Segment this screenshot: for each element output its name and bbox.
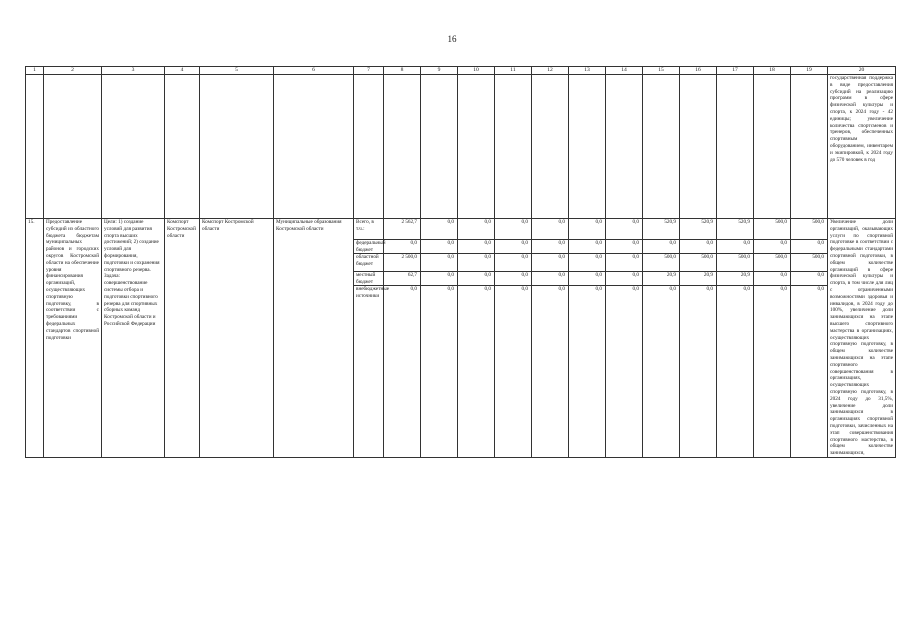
- funding-value: 0,0: [421, 240, 457, 254]
- goals-tasks: Цели: 1) создание условий для развития спорта высших достижений; 2) создание условий для формирования, подготовки и сохранения спортивного резерва. Задача: совершенствование системы отбора и подготовки спортивного резерва для спортивных сборных команд Костромской области и Российской Федерации: [102, 219, 165, 458]
- column-header: 2: [44, 67, 102, 75]
- column-header: 8: [384, 67, 421, 75]
- funding-value: 0,0: [780, 286, 787, 292]
- funding-values-col: [680, 219, 717, 458]
- column-header: 20: [828, 67, 896, 75]
- funding-value: 0,0: [521, 286, 528, 292]
- column-header: 12: [532, 67, 569, 75]
- funding-value: 0,0: [384, 240, 420, 254]
- column-header: 10: [458, 67, 495, 75]
- funding-values-col: [754, 219, 791, 458]
- funding-value: 0,0: [495, 272, 531, 286]
- funding-value: 0,0: [558, 286, 565, 292]
- funding-value: 0,0: [817, 286, 824, 292]
- funding-value: 0,0: [532, 272, 568, 286]
- activity-name: Предоставление субсидий из областного бюджета бюджетам муниципальных районов и городских округов Костромской области на обеспечение уровня финансирования организаций, осуществляющих спортивную подготовку, в соответствии с требованиями федеральных стандартов спортивной подготовки: [44, 219, 102, 458]
- column-header: 14: [606, 67, 643, 75]
- funding-values-col: [495, 219, 532, 458]
- funding-values-col: [643, 219, 680, 458]
- executor: Комспорт Костромской области: [165, 219, 200, 458]
- funding-value: 500,0: [791, 219, 827, 240]
- funding-value: 20,9: [717, 272, 753, 286]
- funding-value: 0,0: [791, 272, 827, 286]
- cell-empty: [680, 75, 717, 219]
- cell-empty: [532, 75, 569, 219]
- funding-value: 0,0: [569, 272, 605, 286]
- column-header: 6: [274, 67, 354, 75]
- funding-value: 0,0: [680, 240, 716, 254]
- cell-empty: [44, 75, 102, 219]
- funding-source-label: Всего, в т.ч.:: [354, 219, 383, 240]
- cell-empty: [384, 75, 421, 219]
- funding-value: 0,0: [458, 254, 494, 272]
- cell-empty: [569, 75, 606, 219]
- funding-values-col: [569, 219, 606, 458]
- funding-source-label: федеральный бюджет: [356, 240, 386, 253]
- funding-value: 0,0: [669, 286, 676, 292]
- cell-empty: [200, 75, 274, 219]
- funding-value: 0,0: [421, 219, 457, 240]
- co-executor: Комспорт Костромской области: [200, 219, 274, 458]
- funding-value: 0,0: [606, 219, 642, 240]
- cell-empty: [26, 75, 44, 219]
- funding-values-col: [421, 219, 458, 458]
- funding-value: 0,0: [791, 240, 827, 254]
- funding-value: 0,0: [410, 286, 417, 292]
- column-header: 1: [26, 67, 44, 75]
- funding-value: 500,0: [754, 254, 790, 272]
- cell-empty: [274, 75, 354, 219]
- funding-value: 520,9: [643, 219, 679, 240]
- cell-empty: [606, 75, 643, 219]
- funding-value: 0,0: [606, 254, 642, 272]
- column-header: 18: [754, 67, 791, 75]
- column-header: 19: [791, 67, 828, 75]
- funding-value: 0,0: [458, 272, 494, 286]
- funding-value: 0,0: [458, 219, 494, 240]
- funding-value: 0,0: [484, 286, 491, 292]
- funding-value: 0,0: [717, 240, 753, 254]
- column-header: 17: [717, 67, 754, 75]
- table-row-continuation: [26, 75, 896, 219]
- column-header: 5: [200, 67, 274, 75]
- funding-value: 0,0: [706, 286, 713, 292]
- funding-value: 0,0: [606, 272, 642, 286]
- funding-value: 2 500,0: [384, 254, 420, 272]
- funding-value: 500,0: [791, 254, 827, 272]
- cell-empty: [791, 75, 828, 219]
- funding-value: 0,0: [421, 254, 457, 272]
- expected-result: Увеличение доли организаций, оказывающих услуги по спортивной подготовке в соответствии с федеральными стандартами спортивной подготовки, в общем количестве организаций в сфере физической культуры и спорта, в том числе для лиц с ограниченными возможностями здоровья и инвалидов, в 2024 году до 100%, увеличение доли занимающихся на этапе высшего спортивного мастерства в организациях, осуществляющих спортивную подготовку, в общем количестве занимающихся на этапе спортивного совершенствования в организациях, осуществляющих спортивную подготовку, в 2024 году до 31,5%, увеличение доли занимающихся в организациях спортивной подготовки, зачисленных на этап совершенствования спортивного мастерства, в общем количестве занимающихся,: [828, 219, 896, 458]
- funding-source-label: внебюджетные источники: [356, 286, 390, 299]
- funding-value: 0,0: [743, 286, 750, 292]
- cell-empty: [421, 75, 458, 219]
- row-number: 15.: [26, 219, 44, 458]
- funding-value: 500,0: [680, 254, 716, 272]
- cell-empty: [458, 75, 495, 219]
- funding-value: 520,9: [680, 219, 716, 240]
- column-header: 4: [165, 67, 200, 75]
- funding-value: 0,0: [532, 219, 568, 240]
- funding-value: 500,0: [754, 219, 790, 240]
- funding-value: 0,0: [754, 240, 790, 254]
- program-table: [25, 66, 896, 458]
- funding-value: 0,0: [606, 240, 642, 254]
- funding-value: 0,0: [421, 272, 457, 286]
- cell-empty: [354, 75, 384, 219]
- cell-empty: [754, 75, 791, 219]
- column-header: 7: [354, 67, 384, 75]
- funding-value: 0,0: [595, 286, 602, 292]
- funding-value: 62,7: [384, 272, 420, 286]
- funding-values-col: [717, 219, 754, 458]
- cell-empty: [495, 75, 532, 219]
- column-header: 15: [643, 67, 680, 75]
- funding-values-col: [458, 219, 495, 458]
- column-header: 9: [421, 67, 458, 75]
- page-number: 16: [447, 34, 457, 44]
- funding-value: 2 562,7: [384, 219, 420, 240]
- funding-value: 500,0: [643, 254, 679, 272]
- expected-result: государственная поддержка в виде предоставления субсидий на реализацию программ в сфере физической культуры и спорта, к 2024 году - 42 единицы; увеличение количества спортсменов и тренеров, обеспеченных спортивным оборудованием, инвентарем и экипировкой, к 2024 году до 570 человек в год: [828, 75, 896, 219]
- funding-value: 0,0: [495, 240, 531, 254]
- funding-value: 0,0: [495, 254, 531, 272]
- funding-value: 0,0: [643, 240, 679, 254]
- funding-value: 0,0: [569, 240, 605, 254]
- funding-values-col: [384, 219, 421, 458]
- funding-values-col: [606, 219, 643, 458]
- funding-value: 20,9: [643, 272, 679, 286]
- column-header: 16: [680, 67, 717, 75]
- column-header: 13: [569, 67, 606, 75]
- header-row: [26, 67, 896, 75]
- table-row-15: [26, 219, 896, 458]
- cell-empty: [643, 75, 680, 219]
- funding-value: 0,0: [569, 219, 605, 240]
- funding-value: 0,0: [754, 272, 790, 286]
- funding-value: 0,0: [532, 240, 568, 254]
- cell-empty: [102, 75, 165, 219]
- cell-empty: [165, 75, 200, 219]
- funding-value: 0,0: [632, 286, 639, 292]
- funding-value: 0,0: [532, 254, 568, 272]
- funding-value: 0,0: [495, 219, 531, 240]
- funding-value: 0,0: [569, 254, 605, 272]
- column-header: 3: [102, 67, 165, 75]
- funding-source-label: областной бюджет: [354, 254, 383, 272]
- funding-sources: [354, 219, 390, 458]
- column-header: 11: [495, 67, 532, 75]
- funding-source-label: местный бюджет: [354, 272, 383, 286]
- participants: Муниципальные образования Костромской области: [274, 219, 354, 458]
- funding-values-col: [791, 219, 828, 458]
- funding-value: 20,9: [680, 272, 716, 286]
- funding-values-col: [532, 219, 569, 458]
- funding-value: 0,0: [458, 240, 494, 254]
- funding-value: 520,9: [717, 219, 753, 240]
- funding-value: 500,0: [717, 254, 753, 272]
- cell-empty: [717, 75, 754, 219]
- funding-value: 0,0: [447, 286, 454, 292]
